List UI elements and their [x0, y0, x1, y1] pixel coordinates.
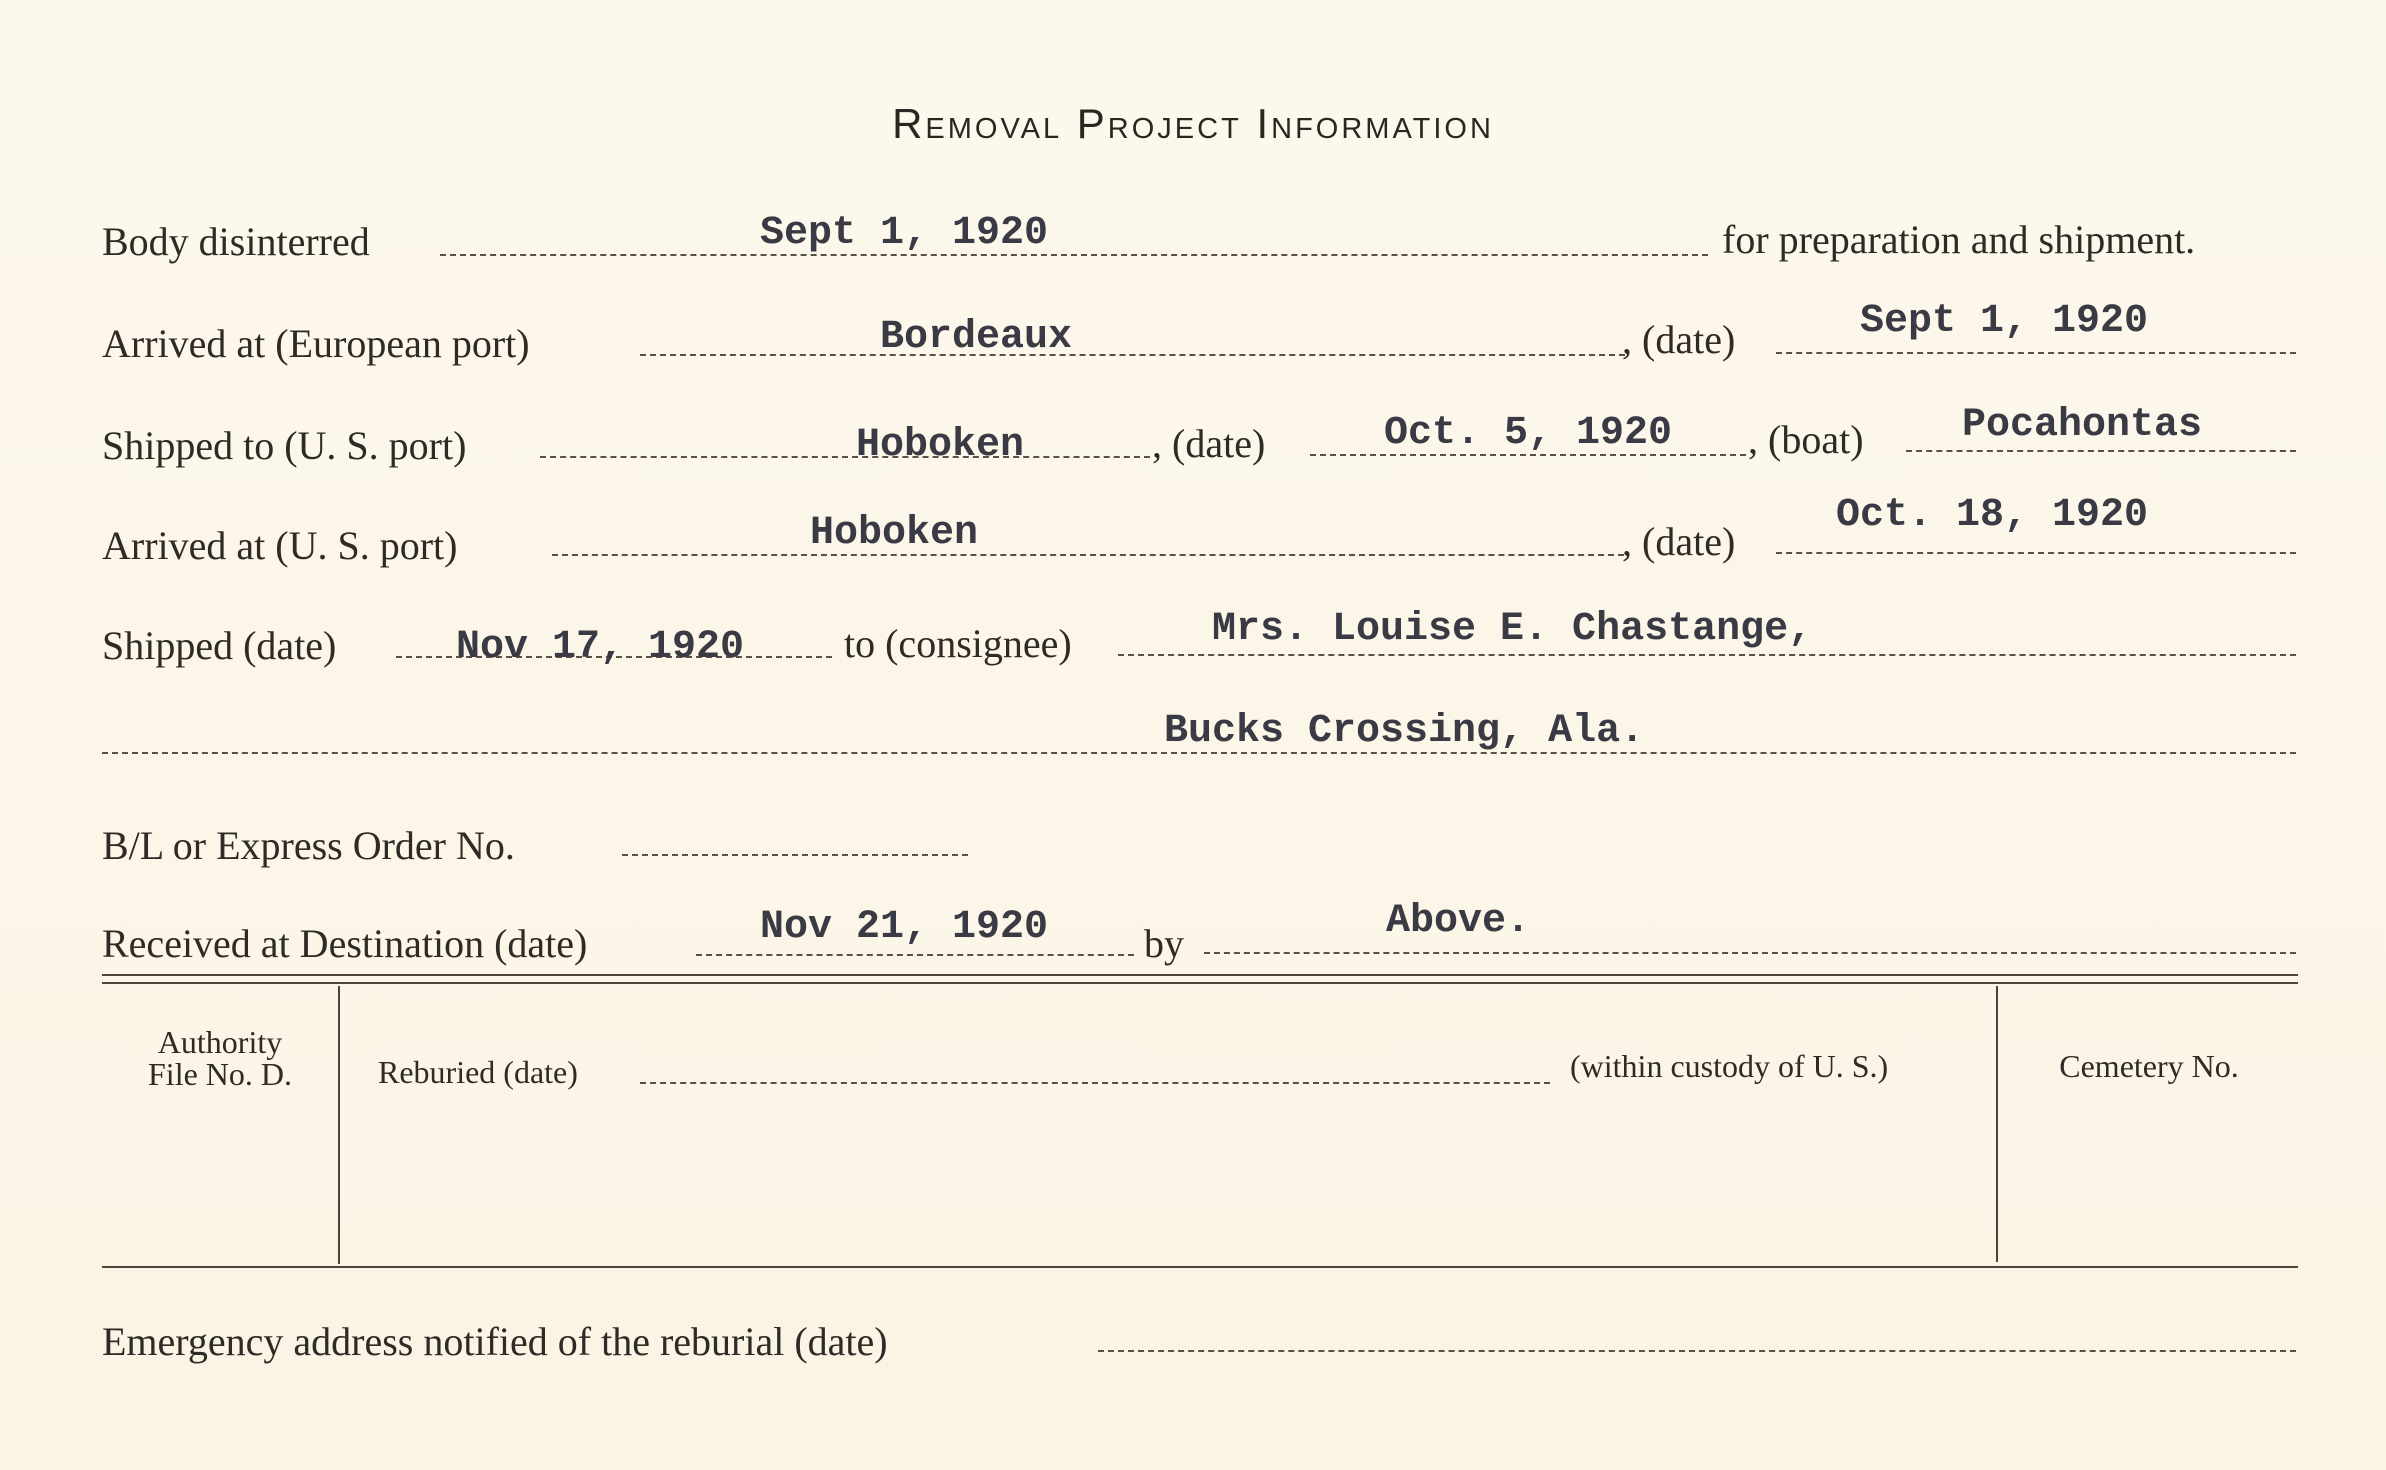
consignee-address: Bucks Crossing, Ala. [1164, 709, 1645, 754]
shipped-us-boat: Pocahontas [1962, 403, 2203, 448]
arrived-eu-date-line [1776, 352, 2296, 354]
shipped-us-date-label: , (date) [1152, 421, 1266, 466]
disinterred-value: Sept 1, 1920 [760, 211, 1049, 256]
bl-label: B/L or Express Order No. [102, 823, 515, 868]
emergency-line [1098, 1350, 2296, 1352]
shipped-us-label: Shipped to (U. S. port) [102, 423, 467, 468]
shipped-label: Shipped (date) [102, 623, 337, 668]
bl-line [622, 854, 968, 856]
arrived-us-port-line [552, 554, 1624, 556]
disinterred-label: Body disinterred [102, 219, 370, 264]
disinterred-suffix: for preparation and shipment. [1722, 217, 2196, 262]
disinterred-line [440, 254, 1708, 256]
card-title: Removal Project Information [892, 100, 1494, 147]
custody-label: (within custody of U. S.) [1570, 1048, 1889, 1084]
arrived-us-date-label: , (date) [1622, 519, 1736, 564]
shipped-us-date: Oct. 5, 1920 [1384, 411, 1673, 456]
file-no-label: File No. D. [148, 1056, 292, 1092]
arrived-eu-date: Sept 1, 1920 [1860, 299, 2149, 344]
received-by-label: by [1144, 921, 1184, 966]
cemetery-no-label: Cemetery No. [2059, 1048, 2239, 1084]
table-top-rule [102, 974, 2298, 976]
received-label: Received at Destination (date) [102, 921, 588, 966]
authority-label: Authority [157, 1024, 283, 1060]
arrived-us-date-line [1776, 552, 2296, 554]
table-divider-1 [338, 986, 340, 1264]
arrived-eu-date-label: , (date) [1622, 317, 1736, 362]
emergency-label: Emergency address notified of the reburial (date) [102, 1319, 888, 1364]
arrived-us-label: Arrived at (U. S. port) [102, 523, 458, 568]
arrived-us-date: Oct. 18, 1920 [1836, 493, 2149, 538]
reburied-label: Reburied (date) [378, 1054, 578, 1090]
arrived-eu-port: Bordeaux [880, 315, 1073, 360]
arrived-eu-label: Arrived at (European port) [102, 321, 530, 366]
table-bottom-rule [102, 1266, 2298, 1268]
received-date-line [696, 954, 1134, 956]
table-divider-2 [1996, 986, 1998, 1262]
consignee-line [1118, 654, 2296, 656]
consignee-value: Mrs. Louise E. Chastange, [1212, 607, 1813, 652]
arrived-us-port: Hoboken [810, 511, 979, 556]
received-by: Above. [1386, 899, 1531, 944]
shipped-us-port: Hoboken [856, 423, 1025, 468]
received-by-line [1204, 952, 2296, 954]
reburied-line [640, 1082, 1550, 1084]
shipped-us-boat-line [1906, 450, 2296, 452]
shipped-date: Nov 17, 1920 [456, 625, 745, 670]
table-top-rule-2 [102, 982, 2298, 984]
shipped-us-port-line [540, 456, 1150, 458]
consignee-label: to (consignee) [844, 621, 1072, 666]
arrived-eu-port-line [640, 354, 1625, 356]
shipped-us-boat-label: , (boat) [1748, 417, 1864, 462]
received-date: Nov 21, 1920 [760, 905, 1049, 950]
